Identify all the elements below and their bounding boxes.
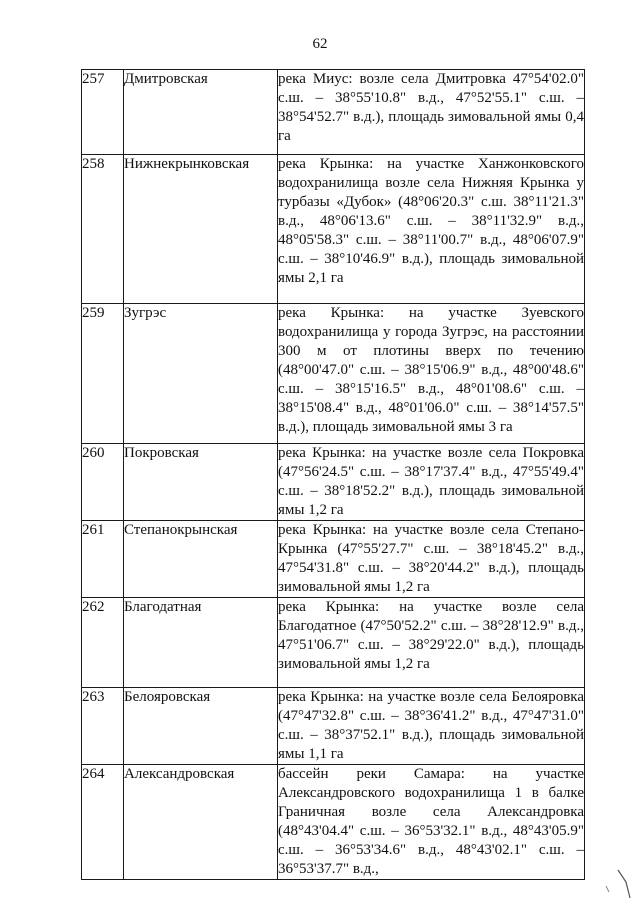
table-row xyxy=(82,598,585,688)
table-row xyxy=(82,688,585,765)
row-number: 257 xyxy=(82,70,124,155)
table-row xyxy=(82,521,585,598)
pit-description: река Крынка: на участке Зуевского водохранилища у города Зугрэс, на расстоянии 300 м от плотины вверх по течению (48°00'47.0" с.ш. – 38°15'06.9" в.д., 48°00'48.6" с.ш. – 38°15'16.5" в.д., 48°01'08.6" с.ш. – 38°15'08.4" в.д., 48°01'06.0" с.ш. – 38°14'57.5" в.д.), площадь зимовальной ямы 3 га xyxy=(278,304,585,444)
row-number: 263 xyxy=(82,688,124,765)
row-number: 260 xyxy=(82,444,124,521)
row-number: 259 xyxy=(82,304,124,444)
pit-name: Нижнекрынковская xyxy=(124,155,278,304)
table-row xyxy=(82,70,585,155)
pit-description: река Крынка: на участке возле села Белояровка (47°47'32.8" с.ш. – 38°36'41.2" в.д., 47°47'31.0" с.ш. – 38°37'52.1" в.д.), площадь зимовальной ямы 1,1 га xyxy=(278,688,585,765)
pit-name: Благодатная xyxy=(124,598,278,688)
pit-description: бассейн реки Самара: на участке Александровского водохранилища 1 в балке Граничная возле села Александровка (48°43'04.4" с.ш. – 36°53'32.1" в.д., 48°43'05.9" с.ш. – 36°53'34.6" в.д., 48°43'02.1" с.ш. – 36°53'37.7" в.д., xyxy=(278,765,585,880)
pit-description: река Крынка: на участке возле села Благодатное (47°50'52.2" с.ш. – 38°28'12.9" в.д., 47°51'06.7" с.ш. – 38°29'22.0" в.д.), площадь зимовальной ямы 1,2 га xyxy=(278,598,585,688)
pit-name: Покровская xyxy=(124,444,278,521)
pit-description: река Крынка: на участке возле села Покровка (47°56'24.5" с.ш. – 38°17'37.4" в.д., 47°55'49.4" с.ш. – 38°18'52.2" в.д.), площадь зимовальной ямы 1,2 га xyxy=(278,444,585,521)
row-number: 262 xyxy=(82,598,124,688)
table-row xyxy=(82,444,585,521)
pit-name: Александровская xyxy=(124,765,278,880)
pit-description: река Крынка: на участке возле села Степано-Крынка (47°55'27.7" с.ш. – 38°18'45.2" в.д., 47°54'31.8" с.ш. – 38°20'44.2" в.д.), площадь зимовальной ямы 1,2 га xyxy=(278,521,585,598)
table-row xyxy=(82,304,585,444)
table-row xyxy=(82,155,585,304)
pit-description: река Крынка: на участке Ханжонковского водохранилища возле села Нижняя Крынка у турбазы «Дубок» (48°06'20.3" с.ш. 38°11'21.3" в.д., 48°06'13.6" с.ш. – 38°11'32.9" в.д., 48°05'58.3" с.ш. – 38°11'00.7" в.д., 48°06'07.9" с.ш. – 38°10'46.9" в.д.), площадь зимовальной ямы 2,1 га xyxy=(278,155,585,304)
page-number: 62 xyxy=(312,36,328,52)
row-number: 261 xyxy=(82,521,124,598)
pit-name: Дмитровская xyxy=(124,70,278,155)
pit-name: Белояровская xyxy=(124,688,278,765)
table-row xyxy=(82,765,585,880)
pit-name: Степанокрынская xyxy=(124,521,278,598)
wintering-pits-table xyxy=(81,69,585,880)
row-number: 258 xyxy=(82,155,124,304)
pit-name: Зугрэс xyxy=(124,304,278,444)
row-number: 264 xyxy=(82,765,124,880)
scan-marks-icon xyxy=(596,868,632,900)
pit-description: река Миус: возле села Дмитровка 47°54'02.0" с.ш. – 38°55'10.8" в.д., 47°52'55.1" с.ш. – 38°54'52.7" в.д.), площадь зимовальной ямы 0,4 га xyxy=(278,70,585,155)
